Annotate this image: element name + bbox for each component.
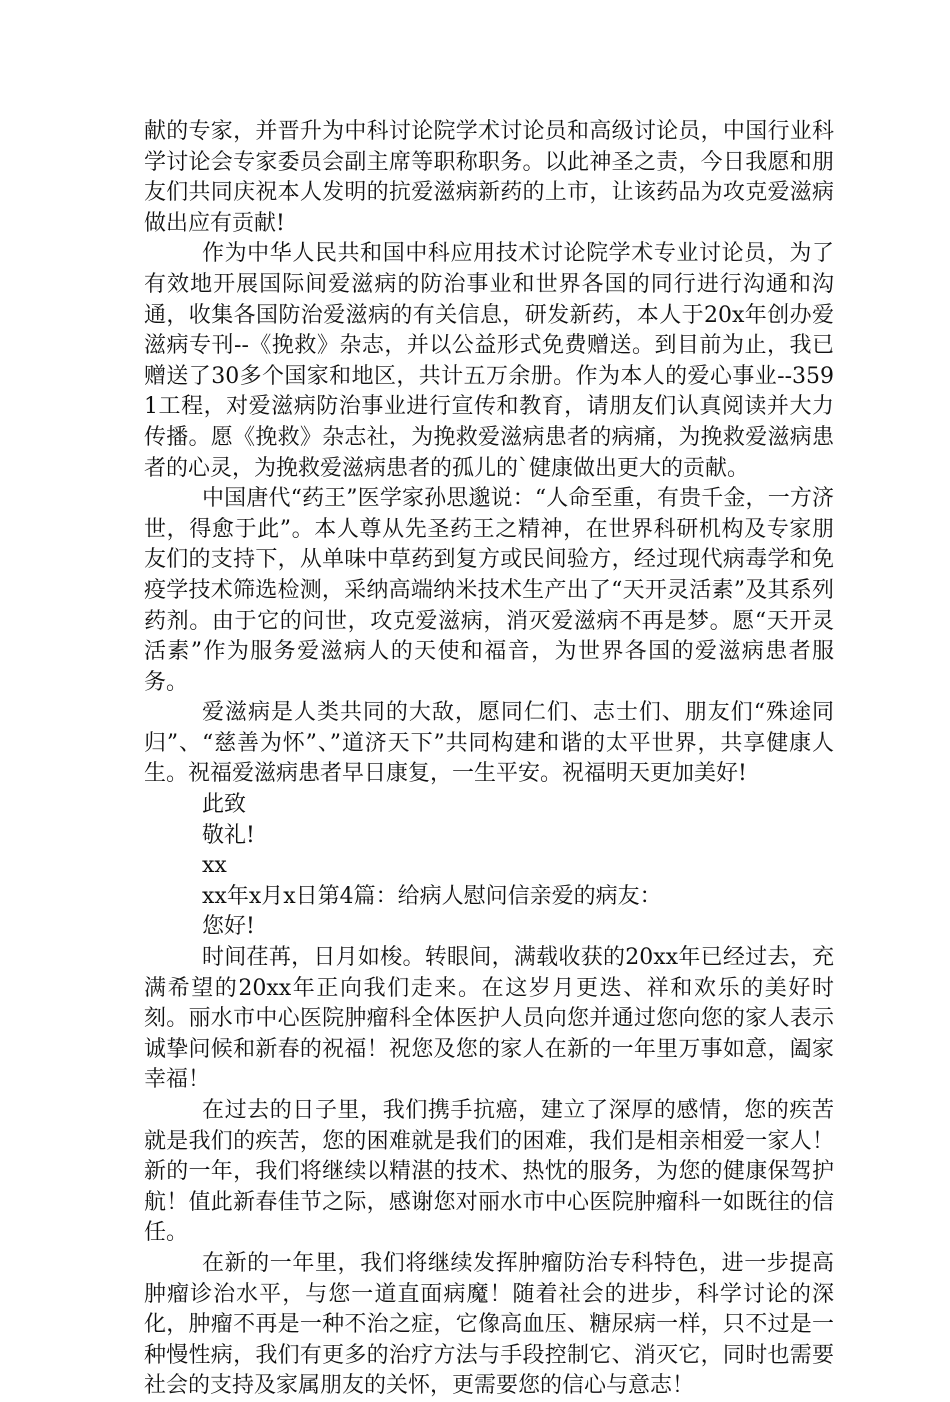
document-page bbox=[144, 117, 834, 1402]
closing-line-2: 敬礼! bbox=[202, 822, 255, 848]
paragraph-1: 献的专家，并晋升为中科讨论院学术讨论员和高级讨论员，中国行业科学讨论会专家委员会副主席等职称职务。以此神圣之责，今日我愿和朋友们共同庆祝本人发明的抗爱滋病新药的上市，让该药品为攻克爱滋病做出应有贡献! bbox=[144, 119, 834, 236]
date-heading-line: xx年x月x日第4篇：给病人慰问信亲爱的病友： bbox=[202, 883, 662, 909]
letter-paragraph-3: 在新的一年里，我们将继续发挥肿瘤防治专科特色，进一步提高肿瘤诊治水平，与您一道直面病魔！随着社会的进步，科学讨论的深化，肿瘤不再是一种不治之症，它像高血压、糖尿病一样，只不过是一种慢性病，我们有更多的治疗方法与手段控制它、消灭它，同时也需要社会的支持及家属朋友的关怀，更需要您的信心与意志！ bbox=[144, 1250, 834, 1399]
signature-line: xx bbox=[202, 853, 227, 879]
greeting-line: 您好! bbox=[202, 914, 255, 940]
letter-paragraph-1: 时间荏苒，日月如梭。转眼间，满载收获的20xx年已经过去，充满希望的20xx年正向我们走来。在这岁月更迭、祥和欢乐的美好时刻。丽水市中心医院肿瘤科全体医护人员向您并通过您向您的家人表示诚挚问候和新春的祝福！祝您及您的家人在新的一年里万事如意，阖家幸福！ bbox=[144, 945, 834, 1093]
paragraph-4: 爱滋病是人类共同的大敌，愿同仁们、志士们、朋友们“殊途同归”、“慈善为怀”、”道济天下”共同构建和谐的太平世界，共享健康人生。祝福爱滋病患者早日康复，一生平安。祝福明天更加美好! bbox=[144, 700, 834, 787]
letter-paragraph-2: 在过去的日子里，我们携手抗癌，建立了深厚的感情，您的疾苦就是我们的疾苦，您的困难就是我们的困难，我们是相亲相爱一家人！新的一年，我们将继续以精湛的技术、热忱的服务，为您的健康保驾护航！值此新春佳节之际，感谢您对丽水市中心医院肿瘤科一如既往的信任。 bbox=[144, 1098, 834, 1246]
closing-line-1: 此致 bbox=[202, 792, 247, 818]
paragraph-2: 作为中华人民共和国中科应用技术讨论院学术专业讨论员，为了有效地开展国际间爱滋病的防治事业和世界各国的同行进行沟通和沟通，收集各国防治爱滋病的有关信息，研发新药，本人于20x年创办爱滋病专刊--《挽救》杂志，并以公益形式免费赠送。到目前为止，我已赠送了30多个国家和地区，共计五万余册。作为本人的爱心事业--3591工程，对爱滋病防治事业进行宣传和教育，请朋友们认真阅读并大力传播。愿《挽救》杂志社，为挽救爱滋病患者的病痛，为挽救爱滋病患者的心灵，为挽救爱滋病患者的孤儿的`健康做出更大的贡献。 bbox=[144, 241, 834, 481]
paragraph-3: 中国唐代“药王”医学家孙思邈说：“人命至重，有贵千金，一方济世，得愈于此”。本人尊从先圣药王之精神，在世界科研机构及专家朋友们的支持下，从单味中草药到复方或民间验方，经过现代病毒学和免疫学技术筛选检测，采纳高端纳米技术生产出了“天开灵活素”及其系列药剂。由于它的问世，攻克爱滋病，消灭爱滋病不再是梦。愿“天开灵活素”作为服务爱滋病人的天使和福音，为世界各国的爱滋病患者服务。 bbox=[144, 486, 834, 695]
